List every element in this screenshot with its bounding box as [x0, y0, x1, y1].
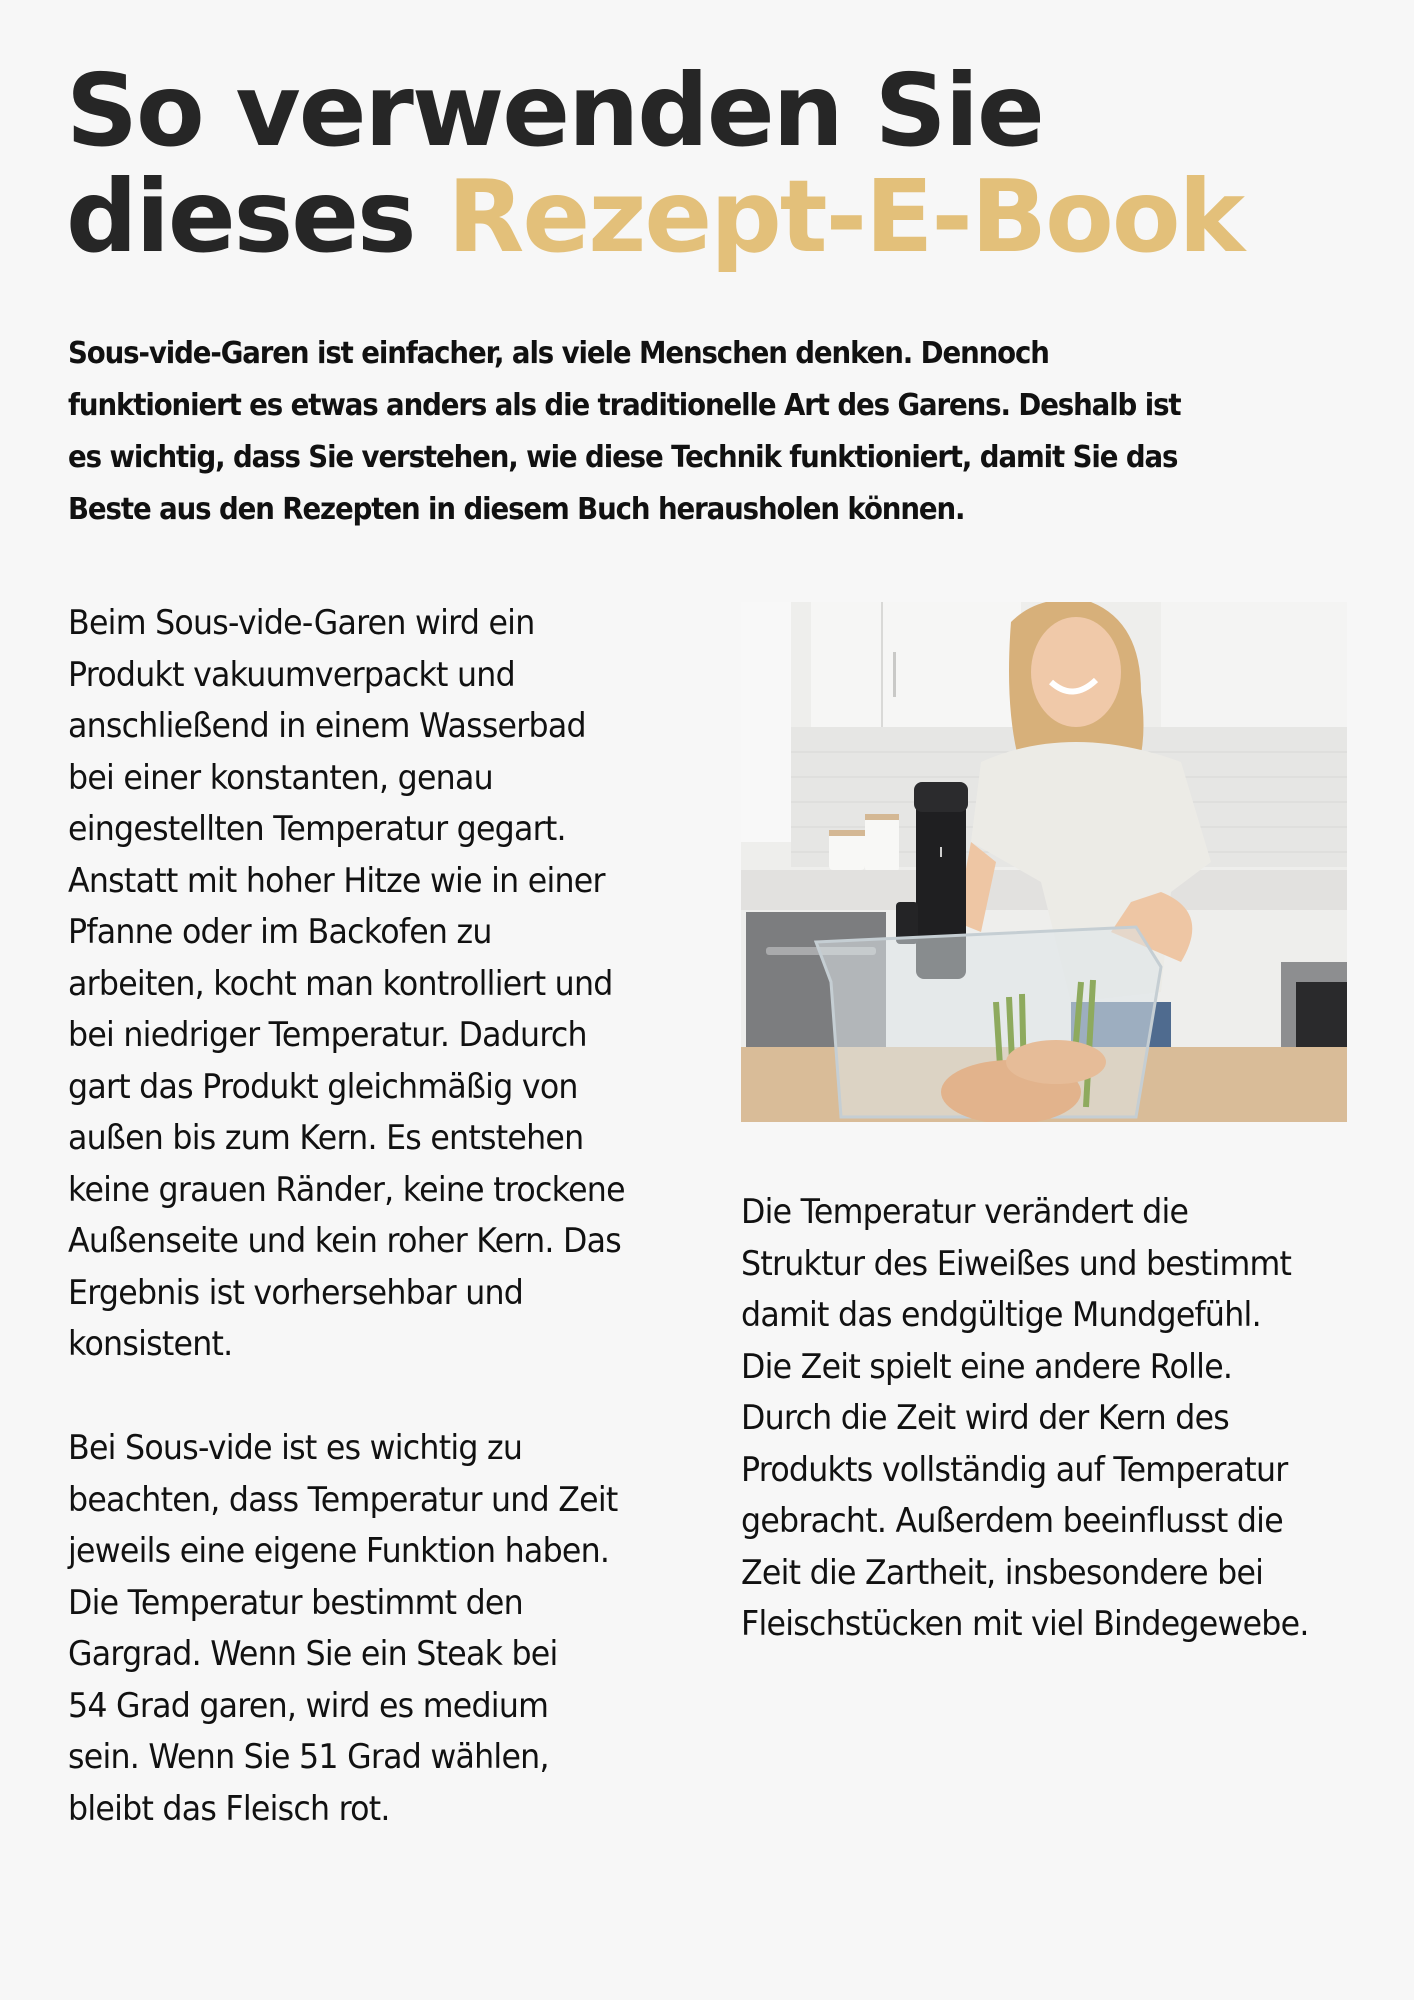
photo-illustration: [741, 602, 1347, 1122]
title-accent-part: Rezept-E-Book: [447, 158, 1244, 275]
intro-paragraph: [68, 328, 1246, 536]
text-line: eingestellten Temperatur gegart.: [68, 809, 566, 849]
text-line: Bei Sous-vide ist es wichtig zu: [68, 1428, 523, 1468]
text-line: konsistent.: [68, 1324, 233, 1364]
intro-line: Beste aus den Rezepten in diesem Buch herausholen können.: [68, 492, 965, 527]
text-line: Produkt vakuumverpackt und: [68, 654, 515, 695]
text-line: Struktur des Eiweißes und bestimmt: [741, 1243, 1292, 1284]
text-line: bei niedriger Temperatur. Dadurch: [68, 1015, 587, 1055]
text-line: Beim Sous-vide-Garen wird ein: [68, 603, 535, 643]
text-line: damit das endgültige Mundgefühl.: [741, 1295, 1261, 1335]
text-line: gart das Produkt gleichmäßig von: [68, 1066, 578, 1107]
text-line: Durch die Zeit wird der Kern des: [741, 1398, 1230, 1438]
text-line: gebracht. Außerdem beeinflusst die: [741, 1501, 1283, 1541]
text-line: 54 Grad garen, wird es medium: [68, 1685, 549, 1726]
title-line-2: [66, 158, 1366, 275]
text-line: anschließend in einem Wasserbad: [68, 706, 586, 746]
right-column-paragraph-1: [741, 1187, 1336, 1651]
text-line: Die Temperatur bestimmt den: [68, 1582, 523, 1623]
sous-vide-photo: [741, 602, 1347, 1122]
text-line: sein. Wenn Sie 51 Grad wählen,: [68, 1737, 549, 1777]
intro-line: Sous-vide-Garen ist einfacher, als viele Menschen denken. Dennoch: [68, 336, 1049, 371]
text-line: Anstatt mit hoher Hitze wie in einer: [68, 860, 605, 901]
text-line: Außenseite und kein roher Kern. Das: [68, 1221, 621, 1261]
text-line: jeweils eine eigene Funktion haben.: [68, 1531, 610, 1571]
left-column-paragraph-2: [68, 1423, 663, 1835]
text-line: beachten, dass Temperatur und Zeit: [68, 1479, 618, 1520]
text-line: Die Zeit spielt eine andere Rolle.: [741, 1346, 1233, 1387]
text-line: Zeit die Zartheit, insbesondere bei: [741, 1552, 1264, 1593]
text-line: bleibt das Fleisch rot.: [68, 1788, 390, 1829]
text-line: Fleischstücken mit viel Bindegewebe.: [741, 1604, 1309, 1644]
text-line: Ergebnis ist vorhersehbar und: [68, 1272, 524, 1313]
text-line: keine grauen Ränder, keine trockene: [68, 1169, 625, 1210]
title-line-1: So verwenden Sie: [66, 52, 1043, 169]
intro-line: funktioniert es etwas anders als die traditionelle Art des Garens. Deshalb ist: [68, 388, 1181, 423]
text-line: Produkts vollständig auf Temperatur: [741, 1449, 1288, 1490]
text-line: Pfanne oder im Backofen zu: [68, 912, 492, 952]
title-dark-part: dieses: [66, 158, 448, 275]
text-line: bei einer konstanten, genau: [68, 757, 493, 798]
text-line: Die Temperatur verändert die: [741, 1192, 1189, 1232]
text-line: außen bis zum Kern. Es entstehen: [68, 1118, 584, 1158]
intro-line: es wichtig, dass Sie verstehen, wie diese Technik funktioniert, damit Sie das: [68, 440, 1178, 475]
left-column-paragraph-1: [68, 598, 663, 1371]
text-line: Gargrad. Wenn Sie ein Steak bei: [68, 1634, 558, 1674]
page-title: [66, 52, 1366, 275]
text-line: arbeiten, kocht man kontrolliert und: [68, 963, 613, 1004]
